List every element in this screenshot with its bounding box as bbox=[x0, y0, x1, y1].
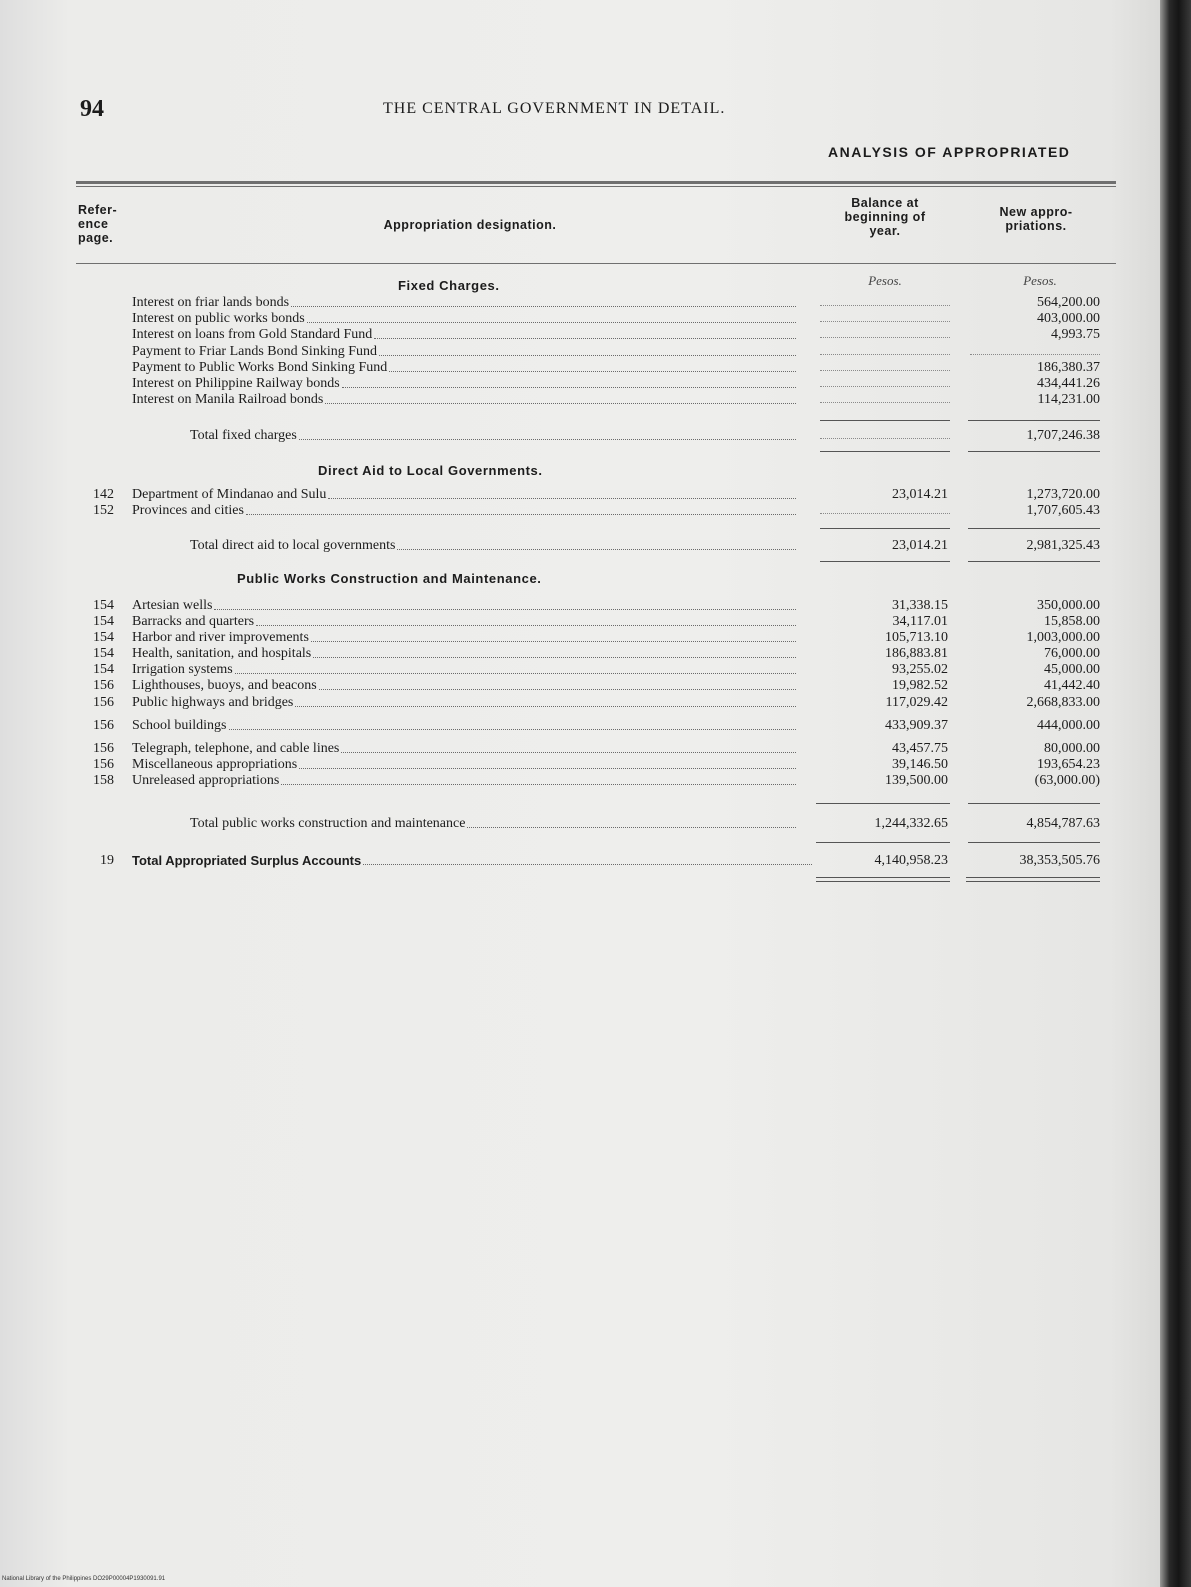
total-direct-aid-row bbox=[76, 538, 1116, 554]
table-row bbox=[76, 773, 1116, 789]
col-designation-heading: Appropriation designation. bbox=[383, 218, 557, 232]
blank-balance bbox=[820, 513, 950, 514]
new-unit: Pesos. bbox=[1023, 273, 1057, 288]
ref-page: 156 bbox=[93, 718, 114, 733]
table-row bbox=[76, 327, 1116, 343]
table-row bbox=[76, 757, 1116, 773]
new-value: 434,441.26 bbox=[1037, 376, 1100, 391]
total-new: 1,707,246.38 bbox=[1026, 428, 1100, 443]
table-row bbox=[76, 376, 1116, 392]
designation-wrap bbox=[132, 773, 796, 789]
double-rule bbox=[816, 877, 950, 878]
new-value: 1,707,605.43 bbox=[1026, 503, 1100, 518]
header-top-rule bbox=[76, 181, 1116, 184]
grand-total-label-wrap bbox=[132, 853, 812, 869]
designation-wrap bbox=[132, 614, 796, 630]
designation-wrap bbox=[132, 344, 796, 360]
ref-page: 154 bbox=[93, 662, 114, 677]
table-row bbox=[76, 646, 1116, 662]
balance-value: 93,255.02 bbox=[892, 662, 948, 677]
designation-wrap bbox=[132, 392, 796, 408]
grand-total-row bbox=[76, 853, 1116, 869]
total-rule bbox=[820, 451, 950, 452]
balance-value: 43,457.75 bbox=[892, 741, 948, 756]
ref-page: 154 bbox=[93, 630, 114, 645]
grand-total-balance: 4,140,958.23 bbox=[874, 853, 948, 868]
total-rule bbox=[816, 842, 950, 843]
designation-wrap bbox=[132, 678, 796, 694]
table-row bbox=[76, 695, 1116, 711]
subtotal-rule bbox=[968, 803, 1100, 804]
designation-label: Payment to Friar Lands Bond Sinking Fund bbox=[132, 344, 377, 359]
total-label-wrap bbox=[190, 428, 796, 444]
designation-wrap bbox=[132, 757, 796, 773]
table-row bbox=[76, 678, 1116, 694]
ref-page: 154 bbox=[93, 646, 114, 661]
new-value: 114,231.00 bbox=[1037, 392, 1100, 407]
designation-wrap bbox=[132, 598, 796, 614]
balance-unit: Pesos. bbox=[868, 273, 902, 288]
designation-label: Health, sanitation, and hospitals bbox=[132, 646, 312, 661]
designation-label: Miscellaneous appropriations bbox=[132, 757, 298, 772]
grand-total-new: 38,353,505.76 bbox=[1019, 853, 1100, 868]
designation-label: Interest on Manila Railroad bonds bbox=[132, 392, 324, 407]
designation-wrap bbox=[132, 741, 796, 757]
col-balance-heading: Balance at beginning of year. bbox=[844, 196, 926, 238]
new-value: 2,668,833.00 bbox=[1026, 695, 1100, 710]
new-value: (63,000.00) bbox=[1034, 773, 1100, 788]
ref-page: 156 bbox=[93, 741, 114, 756]
balance-value: 433,909.37 bbox=[885, 718, 948, 733]
designation-label: Public highways and bridges bbox=[132, 695, 294, 710]
new-value: 403,000.00 bbox=[1037, 311, 1100, 326]
total-rule bbox=[968, 561, 1100, 562]
subtotal-rule bbox=[968, 420, 1100, 421]
designation-label: Unreleased appropriations bbox=[132, 773, 280, 788]
total-label: Total direct aid to local governments bbox=[190, 538, 396, 553]
total-balance: 1,244,332.65 bbox=[874, 816, 948, 831]
designation-wrap bbox=[132, 662, 796, 678]
designation-label: Interest on public works bonds bbox=[132, 311, 305, 326]
designation-wrap bbox=[132, 646, 796, 662]
total-rule bbox=[820, 561, 950, 562]
table-title: ANALYSIS OF APPROPRIATED bbox=[828, 144, 1071, 160]
blank-balance bbox=[820, 305, 950, 306]
balance-value: 31,338.15 bbox=[892, 598, 948, 613]
designation-wrap bbox=[132, 327, 796, 343]
subtotal-rule bbox=[820, 420, 950, 421]
table-row bbox=[76, 662, 1116, 678]
table-row bbox=[76, 630, 1116, 646]
blank-balance bbox=[820, 402, 950, 403]
total-rule bbox=[968, 842, 1100, 843]
designation-wrap bbox=[132, 718, 796, 734]
blank-balance bbox=[820, 321, 950, 322]
balance-value: 23,014.21 bbox=[892, 487, 948, 502]
total-fixed-charges-row bbox=[76, 428, 1116, 444]
ref-page: 154 bbox=[93, 598, 114, 613]
designation-label: Irrigation systems bbox=[132, 662, 233, 677]
designation-label: School buildings bbox=[132, 718, 227, 733]
new-value: 1,273,720.00 bbox=[1026, 487, 1100, 502]
col-new-heading: New appro- priations. bbox=[999, 205, 1073, 233]
ref-page: 154 bbox=[93, 614, 114, 629]
designation-label: Barracks and quarters bbox=[132, 614, 255, 629]
library-footer-note: National Library of the Philippines DO29P00004P1930091.91 bbox=[2, 1576, 166, 1582]
designation-wrap bbox=[132, 487, 796, 503]
designation-wrap bbox=[132, 695, 796, 711]
designation-wrap bbox=[132, 503, 796, 519]
balance-value: 34,117.01 bbox=[892, 614, 948, 629]
designation-wrap bbox=[132, 376, 796, 392]
designation-wrap bbox=[132, 295, 796, 311]
new-value: 350,000.00 bbox=[1037, 598, 1100, 613]
new-value: 193,654.23 bbox=[1037, 757, 1100, 772]
blank-new bbox=[970, 354, 1100, 355]
new-value: 186,380.37 bbox=[1037, 360, 1100, 375]
new-value: 80,000.00 bbox=[1044, 741, 1100, 756]
total-label-wrap bbox=[190, 816, 796, 832]
subtotal-rule bbox=[816, 803, 950, 804]
ref-page: 142 bbox=[93, 487, 114, 502]
new-value: 4,993.75 bbox=[1051, 327, 1100, 342]
designation-wrap bbox=[132, 360, 796, 376]
table-row bbox=[76, 718, 1116, 734]
balance-value: 19,982.52 bbox=[892, 678, 948, 693]
table-row bbox=[76, 487, 1116, 503]
designation-label: Telegraph, telephone, and cable lines bbox=[132, 741, 340, 756]
table-row bbox=[76, 741, 1116, 757]
ref-page: 156 bbox=[93, 678, 114, 693]
balance-value: 186,883.81 bbox=[885, 646, 948, 661]
designation-label: Payment to Public Works Bond Sinking Fund bbox=[132, 360, 388, 375]
new-value: 41,442.40 bbox=[1044, 678, 1100, 693]
designation-wrap bbox=[132, 630, 796, 646]
new-value: 45,000.00 bbox=[1044, 662, 1100, 677]
total-label: Total public works construction and maintenance bbox=[190, 816, 466, 831]
blank-balance bbox=[820, 386, 950, 387]
double-rule bbox=[966, 877, 1100, 878]
new-value: 15,858.00 bbox=[1044, 614, 1100, 629]
total-new: 2,981,325.43 bbox=[1026, 538, 1100, 553]
table-row bbox=[76, 598, 1116, 614]
blank-balance bbox=[820, 354, 950, 355]
total-balance: 23,014.21 bbox=[892, 538, 948, 553]
total-public-works-row bbox=[76, 816, 1116, 832]
header-bottom-rule bbox=[76, 263, 1116, 264]
table-row bbox=[76, 392, 1116, 408]
header-top-rule-thin bbox=[76, 186, 1116, 187]
balance-value: 105,713.10 bbox=[885, 630, 948, 645]
total-new: 4,854,787.63 bbox=[1026, 816, 1100, 831]
page-number: 94 bbox=[80, 96, 104, 122]
book-spine-shadow bbox=[1160, 0, 1191, 1587]
ref-page: 158 bbox=[93, 773, 114, 788]
blank-balance bbox=[820, 370, 950, 371]
balance-value: 117,029.42 bbox=[885, 695, 948, 710]
designation-label: Lighthouses, buoys, and beacons bbox=[132, 678, 317, 693]
table-row bbox=[76, 295, 1116, 311]
double-rule bbox=[966, 881, 1100, 882]
new-value: 564,200.00 bbox=[1037, 295, 1100, 310]
blank-balance bbox=[820, 438, 950, 439]
section-heading-fixed-charges: Fixed Charges. bbox=[398, 278, 500, 293]
new-value: 76,000.00 bbox=[1044, 646, 1100, 661]
ref-page: 152 bbox=[93, 503, 114, 518]
double-rule bbox=[816, 881, 950, 882]
subtotal-rule bbox=[968, 528, 1100, 529]
ref-page: 156 bbox=[93, 695, 114, 710]
new-value: 444,000.00 bbox=[1037, 718, 1100, 733]
running-head: THE CENTRAL GOVERNMENT IN DETAIL. bbox=[383, 100, 726, 117]
table-row bbox=[76, 344, 1116, 360]
subtotal-rule bbox=[820, 528, 950, 529]
total-label-wrap bbox=[190, 538, 796, 554]
designation-label: Department of Mindanao and Sulu bbox=[132, 487, 327, 502]
section-heading-public-works: Public Works Construction and Maintenance. bbox=[237, 571, 542, 586]
table-row bbox=[76, 503, 1116, 519]
ref-page: 156 bbox=[93, 757, 114, 772]
total-label: Total fixed charges bbox=[190, 428, 297, 443]
designation-wrap bbox=[132, 311, 796, 327]
blank-balance bbox=[820, 337, 950, 338]
section-heading-direct-aid: Direct Aid to Local Governments. bbox=[318, 463, 543, 478]
designation-label: Interest on friar lands bonds bbox=[132, 295, 290, 310]
designation-label: Harbor and river improvements bbox=[132, 630, 309, 645]
balance-value: 139,500.00 bbox=[885, 773, 948, 788]
designation-label: Provinces and cities bbox=[132, 503, 244, 518]
grand-total-label: Total Appropriated Surplus Accounts bbox=[132, 853, 362, 868]
designation-label: Artesian wells bbox=[132, 598, 213, 613]
total-rule bbox=[968, 451, 1100, 452]
designation-label: Interest on loans from Gold Standard Fund bbox=[132, 327, 373, 342]
table-row bbox=[76, 360, 1116, 376]
balance-value: 39,146.50 bbox=[892, 757, 948, 772]
grand-total-ref: 19 bbox=[100, 853, 114, 868]
designation-label: Interest on Philippine Railway bonds bbox=[132, 376, 340, 391]
table-row bbox=[76, 614, 1116, 630]
col-ref-heading: Refer- ence page. bbox=[78, 203, 118, 245]
table-row bbox=[76, 311, 1116, 327]
new-value: 1,003,000.00 bbox=[1026, 630, 1100, 645]
